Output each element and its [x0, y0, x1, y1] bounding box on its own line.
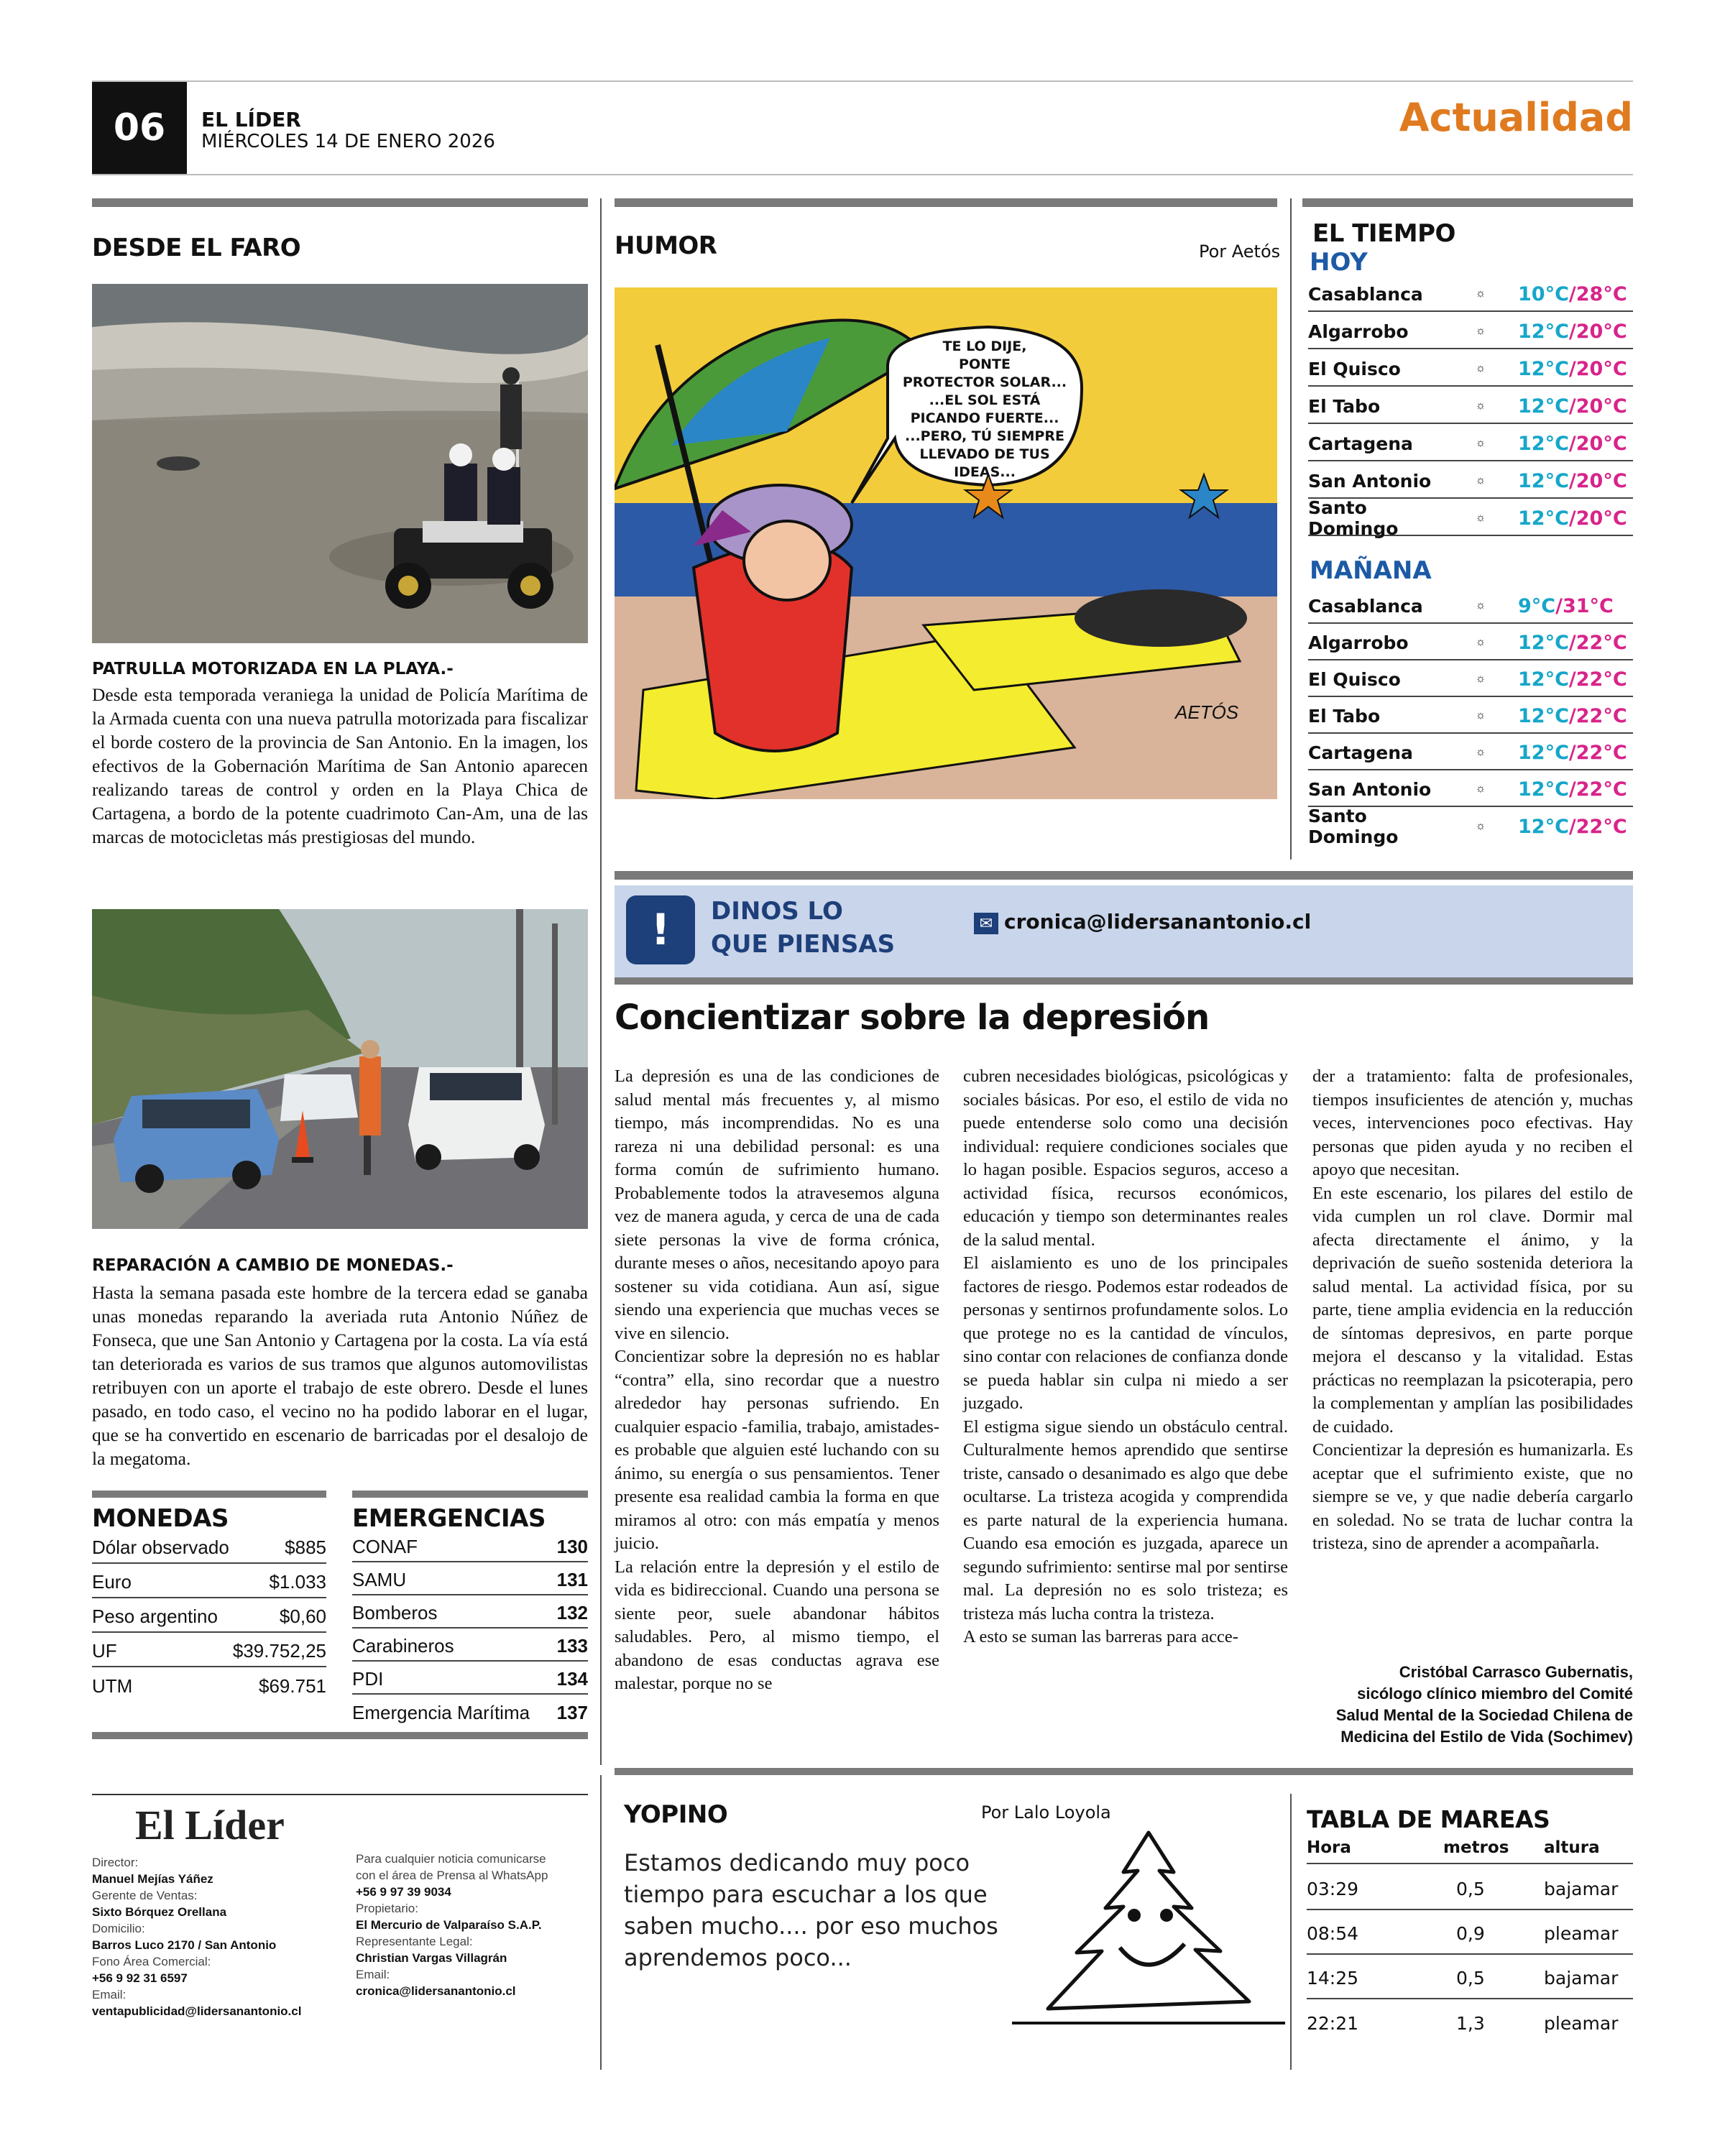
- temp-max: /28°C: [1568, 282, 1627, 305]
- monedas-label: Dólar observado: [92, 1536, 229, 1558]
- weather-row: [1308, 464, 1633, 499]
- staff-label: Domicilio:: [92, 1922, 145, 1935]
- mareas-row: [1307, 1869, 1633, 1910]
- sun-cloud-icon: ☼: [1475, 746, 1486, 758]
- staff-label: Propietario:: [356, 1902, 418, 1915]
- temp-max: /20°C: [1568, 320, 1627, 343]
- staff-value: +56 9 92 31 6597: [92, 1971, 188, 1985]
- pine-tree-drawing: [1012, 1829, 1285, 2027]
- article-col-3: [1312, 1065, 1633, 1556]
- weather-city: Algarrobo: [1308, 321, 1409, 342]
- staff-label: Para cualquier noticia comunicarse con el área de Prensa al WhatsApp: [356, 1852, 548, 1882]
- yopino-title: YOPINO: [624, 1800, 728, 1829]
- monedas-bottom-bar: [92, 1732, 588, 1739]
- story1-headline: PATRULLA MOTORIZADA EN LA PLAYA.-: [92, 660, 454, 678]
- author-line: Salud Mental de la Sociedad Chilena de: [1335, 1706, 1633, 1724]
- mareas-header-row: [1307, 1838, 1633, 1864]
- weather-temps: [1518, 395, 1627, 418]
- mareas-left-divider: [1290, 1794, 1292, 2070]
- temp-max: /22°C: [1568, 704, 1627, 727]
- temp-min: 12°C: [1518, 815, 1569, 838]
- weather-tomorrow-label: MAÑANA: [1310, 556, 1432, 585]
- page-number: 06: [113, 106, 166, 149]
- sun-cloud-icon: ☼: [1475, 820, 1486, 832]
- weather-city: Casablanca: [1308, 595, 1423, 617]
- weather-city: Algarrobo: [1308, 632, 1409, 653]
- monedas-value: $69.751: [259, 1674, 326, 1697]
- weather-city: Cartagena: [1308, 433, 1413, 454]
- monedas-row: [92, 1670, 326, 1702]
- staff-left: [92, 1854, 351, 2019]
- mareas-title: TABLA DE MAREAS: [1307, 1805, 1550, 1833]
- story2-headline: REPARACIÓN A CAMBIO DE MONEDAS.-: [92, 1256, 454, 1275]
- col-divider-left: [600, 198, 602, 1765]
- staff-value: Christian Vargas Villagrán: [356, 1951, 507, 1965]
- humor-top-bar: [615, 198, 1277, 207]
- emergencias-top-bar: [352, 1491, 588, 1498]
- bubble-line: ...EL SOL ESTÁ: [929, 392, 1041, 408]
- dinos-bottom-bar: [615, 977, 1633, 985]
- mareas-altura: bajamar: [1544, 1967, 1619, 1989]
- bubble-line: TE LO DIJE,: [942, 338, 1027, 354]
- article-paragraph: La depresión es una de las condiciones de salud mental más frecuentes y, al mismo tiempo, más incomprendidas. No es una rareza ni una debilidad personal: es una forma común de sufrimiento humano. Probablemente todos la atravesemos alguna vez de manera aguda, y cerca de una de cada siete personas la vive de forma crónica, durante meses o años, necesitando apoyo para sostener su vida cotidiana. Aun así, sigue siendo una experiencia que muchas veces se vive en silencio.: [615, 1067, 939, 1343]
- weather-city: San Antonio: [1308, 778, 1432, 800]
- beach-patrol-photo: [92, 284, 588, 643]
- staff-label: Email:: [92, 1988, 126, 2001]
- staff-value: El Mercurio de Valparaíso S.A.P.: [356, 1918, 542, 1932]
- emergencias-label: CONAF: [352, 1535, 418, 1557]
- emergencias-label: Carabineros: [352, 1634, 454, 1657]
- monedas-value: $0,60: [279, 1605, 326, 1627]
- weather-temps: [1518, 595, 1614, 617]
- temp-min: 12°C: [1518, 432, 1569, 455]
- weather-temps: [1518, 283, 1627, 305]
- humor-title: HUMOR: [615, 231, 717, 260]
- mareas-row: [1307, 2002, 1633, 2044]
- mareas-metros: 0,9: [1456, 1922, 1485, 1944]
- temp-max: /20°C: [1568, 469, 1627, 492]
- dinos-email-link[interactable]: cronica@lidersanantonio.cl: [1004, 910, 1312, 934]
- temp-min: 12°C: [1518, 631, 1569, 654]
- weather-temps: [1518, 816, 1627, 838]
- weather-row: [1308, 663, 1633, 697]
- staff-top-rule: [92, 1794, 588, 1795]
- temp-max: /22°C: [1568, 778, 1627, 801]
- monedas-label: Peso argentino: [92, 1605, 218, 1627]
- road-repair-photo: [92, 909, 588, 1229]
- story1-body: Desde esta temporada veraniega la unidad de Policía Marítima de la Armada cuenta con una nueva patrulla motorizada para fiscalizar el borde costero de la provincia de San Antonio. En la imagen, los efectivos de la Gobernación Marítima de San Antonio aparecen realizando tareas de control y orden en la Playa Chica de Cartagena, a bordo de la potente cuadrimoto Can-Am, una de las marcas de motocicletas más prestigiosas del mundo.: [92, 684, 588, 847]
- weather-tomorrow-table: [1308, 589, 1633, 855]
- monedas-row: [92, 1532, 326, 1564]
- staff-label: Director:: [92, 1856, 139, 1869]
- mareas-header: altura: [1544, 1838, 1600, 1857]
- cartoon-signature: AETÓS: [1175, 701, 1239, 723]
- staff-value: Manuel Mejías Yáñez: [92, 1872, 213, 1886]
- staff-label: Representante Legal:: [356, 1935, 473, 1948]
- weather-today-label: HOY: [1310, 248, 1368, 277]
- yopino-text: Estamos dedicando muy poco tiempo para escuchar a los que saben mucho.... por eso muchos aprendemos poco...: [624, 1849, 998, 1971]
- temp-max: /22°C: [1568, 631, 1627, 654]
- article-paragraph: der a tratamiento: falta de profesionales, tiempos insuficientes de atención y, muchas veces, intervenciones poco efectivas. Hay personas que piden ayuda y no reciben el apoyo que necesitan.: [1312, 1067, 1633, 1179]
- weather-city: El Quisco: [1308, 668, 1401, 690]
- sun-cloud-icon: ☼: [1475, 599, 1486, 612]
- emergencias-number: 132: [556, 1601, 588, 1623]
- monedas-value: $39.752,25: [232, 1639, 326, 1662]
- weather-row: [1308, 277, 1633, 312]
- temp-min: 12°C: [1518, 778, 1569, 801]
- temp-max: /22°C: [1568, 815, 1627, 838]
- monedas-row: [92, 1601, 326, 1633]
- bubble-line: IDEAS...: [954, 464, 1016, 480]
- weather-city: El Quisco: [1308, 358, 1401, 379]
- temp-min: 12°C: [1518, 741, 1569, 764]
- article-paragraph: Concientizar sobre la depresión no es hablar “contra” ella, sino recordar que a nuestro alrededor hay personas sufriendo. En cualquier espacio -familia, trabajo, amistades- es probable que alguien esté luchando con su ánimo, su energía o sus pensamientos. Tener presente esa realidad cambia la forma en que miramos al otro: con más empatía y menos juicio.: [615, 1347, 939, 1553]
- emergencias-label: Emergencia Marítima: [352, 1701, 530, 1723]
- humor-byline: Por Aetós: [1199, 241, 1281, 262]
- article-paragraph: Concientizar la depresión es humanizarla. Es aceptar que el sufrimiento existe, que no siempre se ve, y que nadie debería cargarlo en soledad. No se trata de luchar contra la tristeza, sino de aprender a acompañarla.: [1312, 1440, 1633, 1553]
- bubble-line: LLEVADO DE TUS: [919, 446, 1050, 462]
- temp-max: /22°C: [1568, 741, 1627, 764]
- weather-temps: [1518, 742, 1627, 764]
- header-bottom-rule: [92, 174, 1633, 175]
- weather-city: El Tabo: [1308, 705, 1381, 727]
- author-line: sicólogo clínico miembro del Comité: [1357, 1685, 1633, 1703]
- article-paragraph: El aislamiento es uno de los principales factores de riesgo. Podemos estar rodeados de personas y sentirnos profundamente solos. Lo que protege no es la cantidad de vínculos, sino contar con relaciones de confianza donde se pueda hablar sin culpa ni miedo a ser juzgado.: [963, 1253, 1288, 1413]
- emergencias-number: 137: [556, 1701, 588, 1723]
- weather-row: [1308, 626, 1633, 660]
- article-paragraph: El estigma sigue siendo un obstáculo central. Culturalmente hemos aprendido que sentirse triste, cansado o desanimado es algo que debe ocultarse. La tristeza acogida y comprendida es parte natural de la experiencia humana. Cuando esa emoción es juzgada, aparece un segundo sufrimiento: sentirse mal por sentirse mal. La depresión no es solo tristeza; es tristeza más lucha contra la tristeza.: [963, 1416, 1288, 1623]
- article-title: Concientizar sobre la depresión: [615, 998, 1210, 1038]
- temp-max: /20°C: [1568, 357, 1627, 380]
- weather-row: [1308, 773, 1633, 807]
- sun-cloud-icon: ☼: [1475, 437, 1486, 449]
- dinos-banner: [615, 885, 1633, 977]
- page-number-box: [92, 82, 187, 174]
- monedas-label: Euro: [92, 1570, 132, 1593]
- sun-cloud-icon: ☼: [1475, 362, 1486, 374]
- article-paragraph: cubren necesidades biológicas, psicológicas y sociales básicas. Por eso, el estilo de vida no puede entenderse solo como una decisión individual: requiere condiciones sociales que lo hagan posible. Espacios seguros, acceso a actividad física, recursos económicos, educación y tiempo son determinantes reales de la salud mental.: [963, 1067, 1288, 1250]
- mareas-hora: 14:25: [1307, 1967, 1359, 1989]
- temp-max: /20°C: [1568, 507, 1627, 530]
- mareas-hora: 22:21: [1307, 2012, 1359, 2034]
- dinos-top-bar: [615, 871, 1633, 880]
- emergencias-row: [352, 1697, 588, 1728]
- monedas-row: [92, 1636, 326, 1667]
- weather-title: EL TIEMPO: [1312, 219, 1455, 248]
- weather-city: Santo Domingo: [1308, 497, 1399, 539]
- weather-temps: [1518, 470, 1627, 492]
- staff-value: +56 9 97 39 9034: [356, 1885, 451, 1899]
- weather-row: [1308, 589, 1633, 624]
- temp-min: 12°C: [1518, 704, 1569, 727]
- yopino-left-divider: [600, 1775, 602, 2070]
- emergencias-number: 131: [556, 1568, 588, 1590]
- emergencias-number: 134: [556, 1667, 588, 1690]
- weather-city: Cartagena: [1308, 742, 1413, 763]
- humor-cartoon: [615, 287, 1277, 799]
- story2-body: Hasta la semana pasada este hombre de la tercera edad se ganaba unas monedas reparando la averiada ruta Antonio Núñez de Fonseca, que une San Antonio y Cartagena por la costa. La vía está tan deteriorada es varios de sus tramos que algunos automovilistas retribuyen con un aporte el trabajo de este obrero. Desde el lunes pasado, en todo caso, el vecino no ha podido laborar en el lugar, que se ha convertido en escenario de barricadas por el desalojo de la megatoma.: [92, 1282, 588, 1469]
- dinos-line1: DINOS LO: [711, 897, 843, 926]
- weather-row: [1308, 390, 1633, 424]
- temp-min: 12°C: [1518, 469, 1569, 492]
- emergencias-label: SAMU: [352, 1568, 407, 1590]
- emergencias-table: [352, 1532, 588, 1741]
- weather-city: Santo Domingo: [1308, 806, 1399, 847]
- weather-temps: [1518, 507, 1627, 530]
- mareas-metros: 0,5: [1456, 1878, 1485, 1899]
- article-paragraph: La relación entre la depresión y el estilo de vida es bidireccional. Cuando una persona se siente peor, suele abandonar hábitos saludables. Pero, al mismo tiempo, el abandono de esas conductas agrava ese malestar, porque no se: [615, 1557, 939, 1693]
- staff-value: Barros Luco 2170 / San Antonio: [92, 1938, 277, 1952]
- mareas-header: Hora: [1307, 1838, 1351, 1857]
- monedas-top-bar: [92, 1491, 326, 1498]
- mareas-row: [1307, 1913, 1633, 1955]
- monedas-row: [92, 1567, 326, 1598]
- mareas-metros: 0,5: [1456, 1967, 1485, 1989]
- weather-row: [1308, 427, 1633, 461]
- monedas-label: UTM: [92, 1674, 133, 1697]
- weather-top-bar: [1302, 198, 1633, 207]
- staff-right: [356, 1851, 593, 1999]
- article-author: [1336, 1662, 1633, 1748]
- section-name: Actualidad: [1399, 95, 1633, 140]
- sun-cloud-icon: ☼: [1475, 709, 1486, 722]
- staff-value: Sixto Bórquez Orellana: [92, 1905, 227, 1919]
- bubble-line: PONTE: [959, 356, 1011, 372]
- staff-email-link[interactable]: ventapublicidad@lidersanantonio.cl: [92, 2004, 302, 2018]
- weather-today-table: [1308, 277, 1633, 550]
- temp-max: /31°C: [1555, 594, 1614, 617]
- mareas-altura: pleamar: [1544, 1922, 1619, 1944]
- staff-label: Email:: [356, 1968, 390, 1981]
- mareas-header: metros: [1443, 1838, 1509, 1857]
- weather-row: [1308, 806, 1633, 847]
- staff-label: Fono Área Comercial:: [92, 1955, 211, 1968]
- mareas-table: [1307, 1838, 1633, 2047]
- temp-min: 12°C: [1518, 668, 1569, 691]
- article-paragraph: En este escenario, los pilares del estilo de vida cumplen un rol clave. Dormir mal afecta directamente el ánimo, y la deprivación de sueño sostenida deteriora la salud mental. La actividad física, por su parte, tiene amplia evidencia en la reducción de síntomas depresivos, en parte porque mejora el descanso y la vitalidad. Estas prácticas no reemplazan la psicoterapia, pero la complementan y amplían las posibilidades de cuidado.: [1312, 1183, 1633, 1437]
- temp-min: 12°C: [1518, 507, 1569, 530]
- mareas-metros: 1,3: [1456, 2012, 1485, 2034]
- weather-city: San Antonio: [1308, 470, 1432, 492]
- mareas-altura: bajamar: [1544, 1878, 1619, 1899]
- col-divider-right: [1290, 198, 1292, 860]
- sun-cloud-icon: ☼: [1475, 474, 1486, 487]
- mareas-hora: 03:29: [1307, 1878, 1359, 1899]
- sun-cloud-icon: ☼: [1475, 287, 1486, 300]
- faro-top-bar: [92, 198, 588, 207]
- weather-temps: [1518, 668, 1627, 691]
- mail-icon: ✉: [974, 913, 998, 934]
- monedas-value: $885: [285, 1536, 326, 1558]
- top-rule: [92, 80, 1633, 82]
- emergencias-number: 130: [556, 1535, 588, 1557]
- sun-cloud-icon: ☼: [1475, 400, 1486, 412]
- staff-label: Gerente de Ventas:: [92, 1889, 198, 1902]
- sun-cloud-icon: ☼: [1475, 325, 1486, 337]
- temp-max: /20°C: [1568, 395, 1627, 418]
- article-col-1: [615, 1065, 939, 1696]
- author-line: Medicina del Estilo de Vida (Sochimev): [1340, 1728, 1633, 1746]
- mareas-hora: 08:54: [1307, 1922, 1359, 1944]
- emergencias-row: [352, 1664, 588, 1695]
- temp-min: 9°C: [1518, 594, 1556, 617]
- weather-temps: [1518, 632, 1627, 654]
- emergencias-number: 133: [556, 1634, 588, 1657]
- el-lider-logo: El Líder: [135, 1802, 285, 1848]
- weather-row: [1308, 315, 1633, 349]
- temp-min: 12°C: [1518, 320, 1569, 343]
- bubble-line: PROTECTOR SOLAR...: [902, 374, 1067, 390]
- sun-cloud-icon: ☼: [1475, 636, 1486, 648]
- sun-cloud-icon: ☼: [1475, 673, 1486, 685]
- staff-email-link[interactable]: cronica@lidersanantonio.cl: [356, 1984, 516, 1998]
- emergencias-row: [352, 1565, 588, 1595]
- monedas-table: [92, 1532, 326, 1708]
- weather-city: El Tabo: [1308, 395, 1381, 417]
- weather-temps: [1518, 705, 1627, 727]
- emergencias-row: [352, 1631, 588, 1662]
- weather-city: Casablanca: [1308, 283, 1423, 305]
- weather-temps: [1518, 321, 1627, 343]
- speech-bubble-text: [888, 338, 1082, 482]
- emergencias-row: [352, 1532, 588, 1562]
- monedas-label: UF: [92, 1639, 117, 1662]
- paper-name: EL LÍDER: [201, 108, 301, 132]
- temp-max: /22°C: [1568, 668, 1627, 691]
- weather-temps: [1518, 433, 1627, 455]
- temp-max: /20°C: [1568, 432, 1627, 455]
- emergencias-label: PDI: [352, 1667, 384, 1690]
- emergencias-label: Bomberos: [352, 1601, 438, 1623]
- article-col-2: [963, 1065, 1288, 1649]
- sun-cloud-icon: ☼: [1475, 512, 1486, 524]
- temp-min: 10°C: [1518, 282, 1569, 305]
- weather-row: [1308, 497, 1633, 539]
- temp-min: 12°C: [1518, 395, 1569, 418]
- bubble-line: PICANDO FUERTE...: [910, 410, 1059, 426]
- emergencias-title: EMERGENCIAS: [352, 1504, 546, 1533]
- mareas-row: [1307, 1958, 1633, 1999]
- yopino-byline: Por Lalo Loyola: [981, 1802, 1111, 1823]
- weather-row: [1308, 699, 1633, 734]
- emergencias-row: [352, 1598, 588, 1628]
- mareas-altura: pleamar: [1544, 2012, 1619, 2034]
- weather-temps: [1518, 358, 1627, 380]
- author-line: Cristóbal Carrasco Gubernatis,: [1399, 1663, 1633, 1681]
- issue-date: MIÉRCOLES 14 DE ENERO 2026: [201, 131, 495, 152]
- sun-cloud-icon: ☼: [1475, 783, 1486, 795]
- article-paragraph: A esto se suman las barreras para acce-: [963, 1627, 1238, 1646]
- dinos-line2: QUE PIENSAS: [711, 930, 896, 959]
- bubble-line: ...PERO, TÚ SIEMPRE: [905, 428, 1064, 444]
- temp-min: 12°C: [1518, 357, 1569, 380]
- weather-temps: [1518, 778, 1627, 801]
- monedas-value: $1.033: [269, 1570, 326, 1593]
- weather-row: [1308, 736, 1633, 770]
- article-bottom-bar: [615, 1768, 1633, 1775]
- weather-row: [1308, 352, 1633, 387]
- faro-title: DESDE EL FARO: [92, 234, 301, 262]
- exclamation-bubble-icon: !: [626, 895, 695, 964]
- monedas-title: MONEDAS: [92, 1504, 229, 1533]
